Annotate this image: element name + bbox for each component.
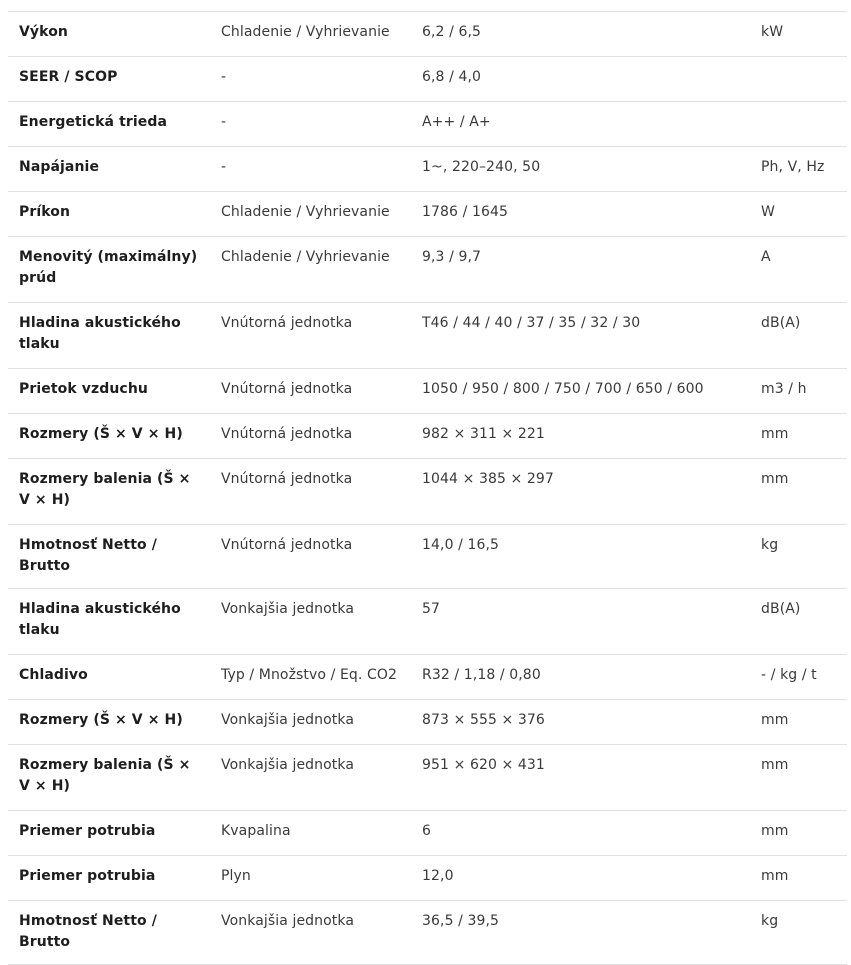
table-row [8, 57, 847, 102]
table-row [8, 237, 847, 303]
table-row [8, 459, 847, 525]
spec-value: 36,5 / 39,5 [422, 913, 500, 929]
spec-value: 12,0 [422, 868, 454, 884]
spec-condition: Kvapalina [221, 823, 291, 839]
spec-name: Rozmery (Š × V × H) [19, 712, 183, 728]
spec-unit: A [761, 249, 771, 265]
table-row [8, 811, 847, 856]
spec-name: Energetická trieda [19, 114, 168, 130]
spec-value: A++ / A+ [422, 114, 491, 130]
spec-unit: mm [761, 868, 789, 884]
spec-name: Menovitý (maximálny) prúd [19, 249, 198, 286]
spec-value: 14,0 / 16,5 [422, 537, 500, 553]
table-row [8, 525, 847, 589]
spec-unit: mm [761, 757, 789, 773]
spec-condition: Chladenie / Vyhrievanie [221, 204, 390, 220]
spec-value: 1050 / 950 / 800 / 750 / 700 / 650 / 600 [422, 381, 704, 397]
spec-value: 1786 / 1645 [422, 204, 508, 220]
spec-name: Priemer potrubia [19, 823, 156, 839]
spec-name: Priemer potrubia [19, 868, 156, 884]
spec-unit: kg [761, 537, 779, 553]
spec-name: Rozmery balenia (Š × V × H) [19, 471, 191, 508]
spec-value: 873 × 555 × 376 [422, 712, 545, 728]
spec-name: Prietok vzduchu [19, 381, 148, 397]
spec-value: T46 / 44 / 40 / 37 / 35 / 32 / 30 [422, 315, 641, 331]
spec-value: 9,3 / 9,7 [422, 249, 482, 265]
spec-name: Hladina akustického tlaku [19, 601, 181, 638]
spec-value: 951 × 620 × 431 [422, 757, 545, 773]
spec-unit: mm [761, 471, 789, 487]
spec-unit: mm [761, 823, 789, 839]
spec-condition: Vonkajšia jednotka [221, 712, 355, 728]
spec-condition: Chladenie / Vyhrievanie [221, 249, 390, 265]
spec-name: Rozmery (Š × V × H) [19, 426, 183, 442]
spec-value: 1044 × 385 × 297 [422, 471, 554, 487]
spec-condition: Typ / Množstvo / Eq. CO2 [221, 667, 398, 683]
table-row [8, 700, 847, 745]
spec-condition: - [221, 69, 227, 85]
spec-table [8, 11, 847, 965]
spec-value: 982 × 311 × 221 [422, 426, 545, 442]
spec-value: 6,2 / 6,5 [422, 24, 482, 40]
table-row [8, 12, 847, 57]
spec-unit [753, 57, 847, 102]
spec-name: Výkon [19, 24, 68, 40]
table-row [8, 192, 847, 237]
spec-condition: Vnútorná jednotka [221, 471, 353, 487]
spec-value: R32 / 1,18 / 0,80 [422, 667, 541, 683]
spec-name: Príkon [19, 204, 71, 220]
spec-name: Hmotnosť Netto / Brutto [19, 913, 157, 950]
spec-condition: Vnútorná jednotka [221, 381, 353, 397]
spec-unit: Ph, V, Hz [761, 159, 825, 175]
spec-unit: W [761, 204, 775, 220]
spec-name: Hladina akustického tlaku [19, 315, 181, 352]
spec-condition: Chladenie / Vyhrievanie [221, 24, 390, 40]
spec-name: Hmotnosť Netto / Brutto [19, 537, 157, 574]
spec-value: 6,8 / 4,0 [422, 69, 482, 85]
table-row [8, 745, 847, 811]
spec-table-body [8, 12, 847, 965]
spec-unit: - / kg / t [761, 667, 817, 683]
table-row [8, 414, 847, 459]
spec-unit: mm [761, 426, 789, 442]
spec-condition: Vonkajšia jednotka [221, 913, 355, 929]
spec-unit: mm [761, 712, 789, 728]
spec-name: Rozmery balenia (Š × V × H) [19, 757, 191, 794]
spec-unit: m3 / h [761, 381, 807, 397]
spec-condition: Vonkajšia jednotka [221, 601, 355, 617]
table-row [8, 147, 847, 192]
spec-name: Chladivo [19, 667, 88, 683]
table-row [8, 901, 847, 965]
spec-name: Napájanie [19, 159, 100, 175]
spec-condition: Vonkajšia jednotka [221, 757, 355, 773]
spec-unit: dB(A) [761, 601, 801, 617]
spec-value: 1~, 220–240, 50 [422, 159, 541, 175]
spec-condition: - [221, 159, 227, 175]
spec-condition: Plyn [221, 868, 251, 884]
table-row [8, 655, 847, 700]
table-row [8, 589, 847, 655]
spec-value: 6 [422, 823, 432, 839]
table-row [8, 369, 847, 414]
spec-condition: Vnútorná jednotka [221, 537, 353, 553]
spec-unit: kg [761, 913, 779, 929]
table-row [8, 856, 847, 901]
spec-condition: - [221, 114, 227, 130]
spec-value: 57 [422, 601, 441, 617]
spec-condition: Vnútorná jednotka [221, 426, 353, 442]
spec-name: SEER / SCOP [19, 69, 118, 85]
spec-unit: kW [761, 24, 784, 40]
table-row [8, 102, 847, 147]
spec-condition: Vnútorná jednotka [221, 315, 353, 331]
spec-unit: dB(A) [761, 315, 801, 331]
spec-unit [753, 102, 847, 147]
table-row [8, 303, 847, 369]
